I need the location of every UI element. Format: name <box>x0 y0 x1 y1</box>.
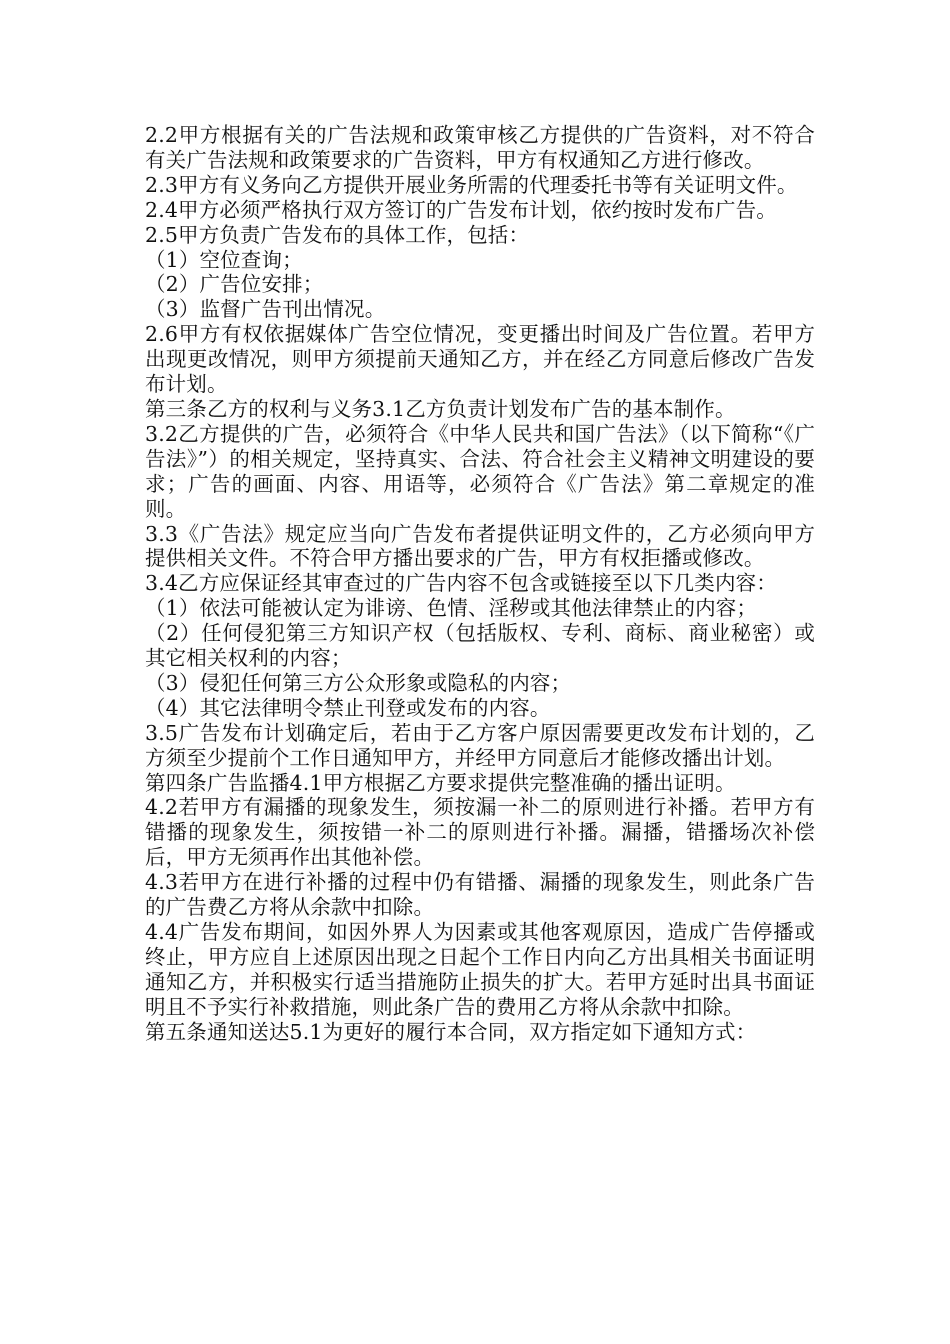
clause-3-4-item-4: （4）其它法律明令禁止刊登或发布的内容。 <box>145 695 551 720</box>
article-3-clause-3-1: 第三条乙方的权利与义务3.1乙方负责计划发布广告的基本制作。 <box>145 396 736 421</box>
clause-4-3: 4.3若甲方在进行补播的过程中仍有错播、漏播的现象发生，则此条广告的广告费乙方将从余款中扣除。 <box>145 870 815 920</box>
clause-3-4: 3.4乙方应保证经其审查过的广告内容不包含或链接至以下几类内容： <box>145 571 777 596</box>
article-5-clause-5-1: 第五条通知送达5.1为更好的履行本合同，双方指定如下通知方式： <box>145 1019 757 1044</box>
clause-2-2: 2.2甲方根据有关的广告法规和政策审核乙方提供的广告资料，对不符合有关广告法规和政策要求的广告资料，甲方有权通知乙方进行修改。 <box>145 123 815 172</box>
clause-2-5-item-2: （2）广告位安排； <box>145 272 324 297</box>
clause-2-5-item-1: （1）空位查询； <box>145 247 303 272</box>
document-body <box>145 123 815 1045</box>
clause-2-5: 2.5甲方负责广告发布的具体工作，包括： <box>145 222 530 247</box>
clause-3-3: 3.3《广告法》规定应当向广告发布者提供证明文件的，乙方必须向甲方提供相关文件。不符合甲方播出要求的广告，甲方有权拒播或修改。 <box>145 521 815 571</box>
clause-2-3: 2.3甲方有义务向乙方提供开展业务所需的代理委托书等有关证明文件。 <box>145 172 798 197</box>
clause-2-5-item-3: （3）监督广告刊出情况。 <box>145 297 386 322</box>
clause-2-6: 2.6甲方有权依据媒体广告空位情况，变更播出时间及广告位置。若甲方出现更改情况，则甲方须提前天通知乙方，并在经乙方同意后修改广告发布计划。 <box>145 322 815 397</box>
clause-3-4-item-3: （3）侵犯任何第三方公众形象或隐私的内容； <box>145 670 572 695</box>
clause-3-2: 3.2乙方提供的广告，必须符合《中华人民共和国广告法》（以下简称“《广告法》”）的相关规定，坚持真实、合法、符合社会主义精神文明建设的要求；广告的画面、内容、用语等，必须符合《广告法》第二章规定的准则。 <box>145 421 815 521</box>
clause-4-4: 4.4广告发布期间，如因外界人为因素或其他客观原因，造成广告停播或终止，甲方应自上述原因出现之日起个工作日内向乙方出具相关书面证明通知乙方，并积极实行适当措施防止损失的扩大。若甲方延时出具书面证明且不予实行补救措施，则此条广告的费用乙方将从余款中扣除。 <box>145 920 815 1019</box>
clause-4-2: 4.2若甲方有漏播的现象发生，须按漏一补二的原则进行补播。若甲方有错播的现象发生，须按错一补二的原则进行补播。漏播，错播场次补偿后，甲方无须再作出其他补偿。 <box>145 795 815 870</box>
clause-2-4: 2.4甲方必须严格执行双方签订的广告发布计划，依约按时发布广告。 <box>145 197 777 222</box>
article-4-clause-4-1: 第四条广告监播4.1甲方根据乙方要求提供完整准确的播出证明。 <box>145 770 736 795</box>
clause-3-4-item-1: （1）依法可能被认定为诽谤、色情、淫秽或其他法律禁止的内容； <box>145 596 758 621</box>
clause-3-4-item-2: （2）任何侵犯第三方知识产权（包括版权、专利、商标、商业秘密）或其它相关权利的内容； <box>145 621 815 671</box>
clause-3-5: 3.5广告发布计划确定后，若由于乙方客户原因需要更改发布计划的，乙方须至少提前个工作日通知甲方，并经甲方同意后才能修改播出计划。 <box>145 720 815 770</box>
